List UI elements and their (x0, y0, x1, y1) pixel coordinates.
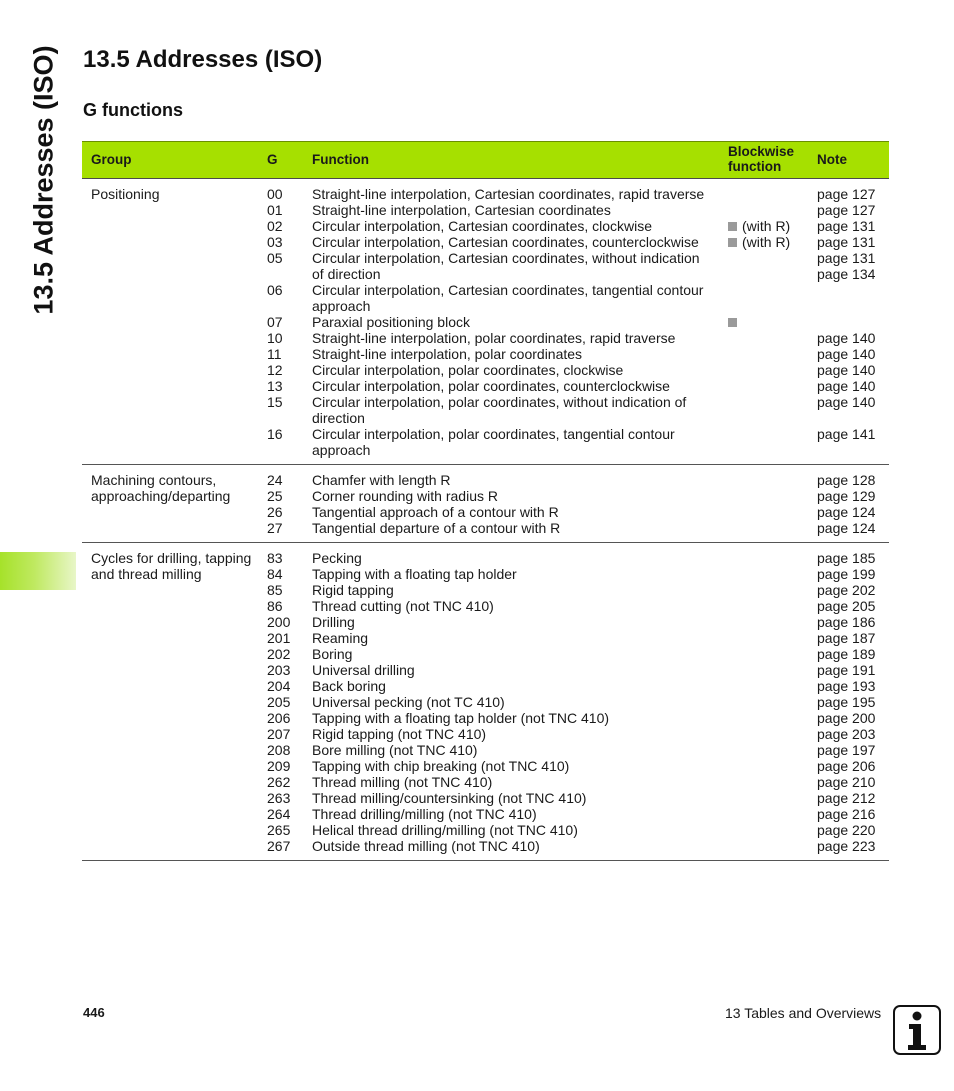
function-text-line: Straight-line interpolation, polar coordinates (312, 346, 583, 362)
function-cell (312, 822, 728, 838)
page-reference: page 223 (817, 838, 876, 854)
g-code-cell: 11 (267, 346, 282, 362)
g-code-cell: 265 (267, 822, 291, 838)
g-code-cell: 267 (267, 838, 291, 854)
blockwise-cell (728, 710, 817, 726)
function-text-line: Thread cutting (not TNC 410) (312, 598, 494, 614)
table-row (82, 838, 889, 854)
blockwise-cell (728, 806, 817, 822)
table-header (82, 141, 889, 179)
table-row (82, 646, 889, 662)
function-cell (312, 250, 728, 282)
page-reference: page 128 (817, 472, 876, 488)
table-row (82, 662, 889, 678)
g-code-cell: 27 (267, 520, 283, 536)
function-cell (312, 346, 728, 362)
page-reference: page 185 (817, 550, 876, 566)
table-row (82, 250, 889, 282)
blockwise-cell (728, 598, 817, 614)
function-cell (312, 582, 728, 598)
note-cell (817, 234, 887, 250)
function-text-line: Thread milling (not TNC 410) (312, 774, 493, 790)
table-row (82, 742, 889, 758)
function-cell (312, 218, 728, 234)
table-section (82, 179, 889, 465)
g-code-cell: 16 (267, 426, 283, 442)
function-cell (312, 234, 728, 250)
page-reference: page 141 (817, 426, 876, 442)
g-code-cell: 208 (267, 742, 291, 758)
function-text-line: Rigid tapping (312, 582, 394, 598)
header-function: Function (312, 152, 369, 167)
blockwise-cell (728, 314, 817, 330)
info-icon[interactable] (893, 1005, 941, 1055)
function-cell (312, 362, 728, 378)
g-code-cell: 203 (267, 662, 291, 678)
note-cell (817, 394, 887, 426)
function-text-line: Thread milling/countersinking (not TNC 410) (312, 790, 587, 806)
blockwise-cell (728, 838, 817, 854)
table-row (82, 504, 889, 520)
function-text-line: Tapping with chip breaking (not TNC 410) (312, 758, 570, 774)
function-text-line: Tangential departure of a contour with R (312, 520, 561, 536)
table-row (82, 234, 889, 250)
function-cell (312, 314, 728, 330)
chapter-tab-marker (0, 552, 76, 590)
note-cell (817, 346, 887, 362)
g-code-cell: 05 (267, 250, 283, 266)
function-cell (312, 838, 728, 854)
page-reference: page 134 (817, 266, 876, 282)
page-reference: page 127 (817, 202, 876, 218)
blockwise-square-icon (728, 238, 737, 247)
page-reference: page 131 (817, 250, 876, 266)
function-text-line: Circular interpolation, polar coordinates, clockwise (312, 362, 624, 378)
function-cell (312, 488, 728, 504)
function-text-line: Circular interpolation, Cartesian coordinates, clockwise (312, 218, 653, 234)
table-section (82, 465, 889, 543)
function-cell (312, 710, 728, 726)
table-row (82, 394, 889, 426)
table-row (82, 774, 889, 790)
function-text-line: Pecking (312, 550, 362, 566)
note-cell (817, 314, 887, 330)
page-reference: page 131 (817, 218, 876, 234)
table-row (82, 202, 889, 218)
function-cell (312, 694, 728, 710)
blockwise-cell (728, 202, 817, 218)
note-cell (817, 790, 887, 806)
page-reference: page 186 (817, 614, 876, 630)
page-reference: page 202 (817, 582, 876, 598)
g-code-cell: 264 (267, 806, 291, 822)
table-row (82, 282, 889, 314)
blockwise-cell (728, 790, 817, 806)
function-cell (312, 520, 728, 536)
page-reference: page 124 (817, 504, 876, 520)
page-reference: page 191 (817, 662, 876, 678)
table-row (82, 186, 889, 202)
function-text-line: approach (312, 298, 371, 314)
function-cell (312, 550, 728, 566)
table-section (82, 543, 889, 861)
g-code-cell: 01 (267, 202, 283, 218)
function-text-line: approach (312, 442, 371, 458)
note-cell (817, 662, 887, 678)
table-row (82, 614, 889, 630)
note-cell (817, 614, 887, 630)
table-row (82, 694, 889, 710)
function-cell (312, 742, 728, 758)
g-code-cell: 25 (267, 488, 283, 504)
page-reference: page 140 (817, 330, 876, 346)
function-cell (312, 630, 728, 646)
blockwise-cell (728, 614, 817, 630)
blockwise-cell (728, 378, 817, 394)
page-reference: page 140 (817, 378, 876, 394)
g-code-cell: 263 (267, 790, 291, 806)
header-blockwise (728, 144, 794, 174)
table-row (82, 630, 889, 646)
table-row (82, 488, 889, 504)
g-functions-table (82, 141, 889, 861)
note-cell (817, 426, 887, 458)
function-text-line: Straight-line interpolation, Cartesian coordinates (312, 202, 611, 218)
function-cell (312, 282, 728, 314)
g-code-cell: 24 (267, 472, 283, 488)
note-cell (817, 362, 887, 378)
g-code-cell: 00 (267, 186, 283, 202)
function-cell (312, 662, 728, 678)
side-chapter-title (22, 45, 66, 315)
table-row (82, 314, 889, 330)
blockwise-cell (728, 472, 817, 488)
table-row (82, 550, 889, 566)
page-reference: page 206 (817, 758, 876, 774)
page-reference: page 205 (817, 598, 876, 614)
table-row (82, 426, 889, 458)
g-code-cell: 83 (267, 550, 283, 566)
header-g: G (267, 152, 278, 167)
g-code-cell: 13 (267, 378, 283, 394)
page-reference: page 140 (817, 362, 876, 378)
group-label-line: Positioning (91, 186, 160, 202)
chapter-footer: 13 Tables and Overviews (725, 1005, 882, 1021)
function-text-line: Tapping with a floating tap holder (312, 566, 517, 582)
function-text-line: Helical thread drilling/milling (not TNC 410) (312, 822, 578, 838)
note-cell (817, 378, 887, 394)
page-reference: page 220 (817, 822, 876, 838)
blockwise-cell (728, 362, 817, 378)
blockwise-cell (728, 426, 817, 458)
note-cell (817, 566, 887, 582)
side-chapter-title-text: 13.5 Addresses (ISO) (28, 45, 59, 315)
section-subtitle: G functions (83, 100, 183, 120)
function-cell (312, 790, 728, 806)
table-row (82, 566, 889, 582)
function-text-line: Circular interpolation, Cartesian coordinates, tangential contour (312, 282, 704, 298)
page-reference: page 189 (817, 646, 876, 662)
function-text-line: Circular interpolation, Cartesian coordinates, counterclockwise (312, 234, 699, 250)
note-cell (817, 186, 887, 202)
header-note: Note (817, 152, 847, 167)
note-cell (817, 504, 887, 520)
table-row (82, 520, 889, 536)
function-cell (312, 504, 728, 520)
note-cell (817, 646, 887, 662)
blockwise-cell (728, 218, 817, 234)
blockwise-cell (728, 566, 817, 582)
function-cell (312, 678, 728, 694)
note-cell (817, 774, 887, 790)
table-row (82, 582, 889, 598)
page-reference: page 124 (817, 520, 876, 536)
note-cell (817, 806, 887, 822)
note-cell (817, 282, 887, 314)
function-text-line: Boring (312, 646, 353, 662)
function-cell (312, 394, 728, 426)
table-row (82, 710, 889, 726)
page-reference: page 129 (817, 488, 876, 504)
blockwise-square-icon (728, 222, 737, 231)
blockwise-cell (728, 488, 817, 504)
note-cell (817, 520, 887, 536)
function-cell (312, 774, 728, 790)
blockwise-text: (with R) (742, 218, 791, 234)
blockwise-cell (728, 694, 817, 710)
blockwise-cell (728, 774, 817, 790)
blockwise-cell (728, 186, 817, 202)
function-cell (312, 472, 728, 488)
page-reference: page 140 (817, 394, 876, 410)
table-body (82, 179, 889, 861)
g-code-cell: 205 (267, 694, 291, 710)
blockwise-cell (728, 662, 817, 678)
blockwise-cell (728, 234, 817, 250)
function-text-line: Universal drilling (312, 662, 415, 678)
function-text-line: direction (312, 410, 365, 426)
table-row (82, 362, 889, 378)
note-cell (817, 330, 887, 346)
function-text-line: Circular interpolation, polar coordinates, without indication of (312, 394, 687, 410)
function-text-line: Universal pecking (not TC 410) (312, 694, 505, 710)
page-title: 13.5 Addresses (ISO) (83, 46, 323, 73)
blockwise-cell (728, 520, 817, 536)
function-text-line: Paraxial positioning block (312, 314, 470, 330)
table-row (82, 346, 889, 362)
g-code-cell: 15 (267, 394, 283, 410)
page-reference: page 216 (817, 806, 876, 822)
group-label-line: and thread milling (91, 566, 202, 582)
function-text-line: Thread drilling/milling (not TNC 410) (312, 806, 537, 822)
function-cell (312, 426, 728, 458)
function-text-line: Circular interpolation, Cartesian coordinates, without indication (312, 250, 700, 266)
group-label-line: approaching/departing (91, 488, 231, 504)
function-cell (312, 806, 728, 822)
function-text-line: Straight-line interpolation, Cartesian coordinates, rapid traverse (312, 186, 705, 202)
blockwise-cell (728, 822, 817, 838)
note-cell (817, 250, 887, 282)
note-cell (817, 218, 887, 234)
function-text-line: Back boring (312, 678, 386, 694)
note-cell (817, 742, 887, 758)
note-cell (817, 726, 887, 742)
header-blockwise-line2: function (728, 159, 782, 174)
function-cell (312, 646, 728, 662)
table-row (82, 758, 889, 774)
page-reference: page 195 (817, 694, 876, 710)
function-cell (312, 378, 728, 394)
blockwise-cell (728, 646, 817, 662)
note-cell (817, 550, 887, 566)
page-reference: page 210 (817, 774, 876, 790)
g-code-cell: 06 (267, 282, 283, 298)
page-reference: page 127 (817, 186, 876, 202)
blockwise-cell (728, 742, 817, 758)
page-reference: page 212 (817, 790, 876, 806)
table-row (82, 378, 889, 394)
table-row (82, 806, 889, 822)
g-code-cell: 86 (267, 598, 283, 614)
g-code-cell: 207 (267, 726, 291, 742)
function-text-line: Rigid tapping (not TNC 410) (312, 726, 487, 742)
g-code-cell: 262 (267, 774, 291, 790)
group-label-line: Cycles for drilling, tapping (91, 550, 252, 566)
note-cell (817, 694, 887, 710)
function-text-line: Circular interpolation, polar coordinates, tangential contour (312, 426, 675, 442)
blockwise-cell (728, 678, 817, 694)
note-cell (817, 710, 887, 726)
table-row (82, 822, 889, 838)
page-reference: page 193 (817, 678, 876, 694)
g-code-cell: 84 (267, 566, 283, 582)
page-reference: page 187 (817, 630, 876, 646)
note-cell (817, 598, 887, 614)
table-row (82, 678, 889, 694)
blockwise-cell (728, 630, 817, 646)
function-cell (312, 614, 728, 630)
g-code-cell: 10 (267, 330, 283, 346)
page-reference: page 199 (817, 566, 876, 582)
blockwise-cell (728, 582, 817, 598)
function-cell (312, 758, 728, 774)
table-row (82, 726, 889, 742)
blockwise-cell (728, 346, 817, 362)
g-code-cell: 201 (267, 630, 291, 646)
function-text-line: Corner rounding with radius R (312, 488, 498, 504)
note-cell (817, 838, 887, 854)
page-reference: page 131 (817, 234, 876, 250)
function-cell (312, 566, 728, 582)
function-text-line: Circular interpolation, polar coordinates, counterclockwise (312, 378, 670, 394)
function-text-line: Outside thread milling (not TNC 410) (312, 838, 540, 854)
function-text-line: Chamfer with length R (312, 472, 451, 488)
page-reference: page 197 (817, 742, 876, 758)
function-cell (312, 726, 728, 742)
note-cell (817, 472, 887, 488)
page-reference: page 140 (817, 346, 876, 362)
g-code-cell: 202 (267, 646, 291, 662)
blockwise-cell (728, 250, 817, 282)
note-cell (817, 488, 887, 504)
note-cell (817, 630, 887, 646)
header-group: Group (91, 152, 132, 167)
function-text-line: Tapping with a floating tap holder (not TNC 410) (312, 710, 610, 726)
function-text-line: Bore milling (not TNC 410) (312, 742, 478, 758)
note-cell (817, 582, 887, 598)
note-cell (817, 678, 887, 694)
function-cell (312, 186, 728, 202)
g-code-cell: 204 (267, 678, 291, 694)
page-reference: page 203 (817, 726, 876, 742)
blockwise-cell (728, 282, 817, 314)
table-row (82, 330, 889, 346)
table-row (82, 598, 889, 614)
function-text-line: Drilling (312, 614, 355, 630)
function-text-line: Tangential approach of a contour with R (312, 504, 559, 520)
blockwise-text: (with R) (742, 234, 791, 250)
function-text-line: Straight-line interpolation, polar coordinates, rapid traverse (312, 330, 676, 346)
g-code-cell: 206 (267, 710, 291, 726)
blockwise-cell (728, 330, 817, 346)
g-code-cell: 209 (267, 758, 291, 774)
blockwise-cell (728, 394, 817, 426)
function-cell (312, 598, 728, 614)
blockwise-square-icon (728, 318, 737, 327)
blockwise-cell (728, 726, 817, 742)
function-cell (312, 330, 728, 346)
header-blockwise-line1: Blockwise (728, 144, 795, 159)
table-row (82, 218, 889, 234)
g-code-cell: 26 (267, 504, 283, 520)
function-text-line: Reaming (312, 630, 369, 646)
note-cell (817, 202, 887, 218)
blockwise-cell (728, 550, 817, 566)
function-text-line: of direction (312, 266, 381, 282)
g-code-cell: 03 (267, 234, 283, 250)
page-reference: page 200 (817, 710, 876, 726)
table-row (82, 472, 889, 488)
g-code-cell: 02 (267, 218, 283, 234)
note-cell (817, 758, 887, 774)
g-code-cell: 200 (267, 614, 291, 630)
page-number: 446 (83, 1005, 105, 1020)
function-cell (312, 202, 728, 218)
g-code-cell: 85 (267, 582, 283, 598)
blockwise-cell (728, 504, 817, 520)
g-code-cell: 07 (267, 314, 283, 330)
blockwise-cell (728, 758, 817, 774)
group-label-line: Machining contours, (91, 472, 217, 488)
table-row (82, 790, 889, 806)
g-code-cell: 12 (267, 362, 283, 378)
note-cell (817, 822, 887, 838)
